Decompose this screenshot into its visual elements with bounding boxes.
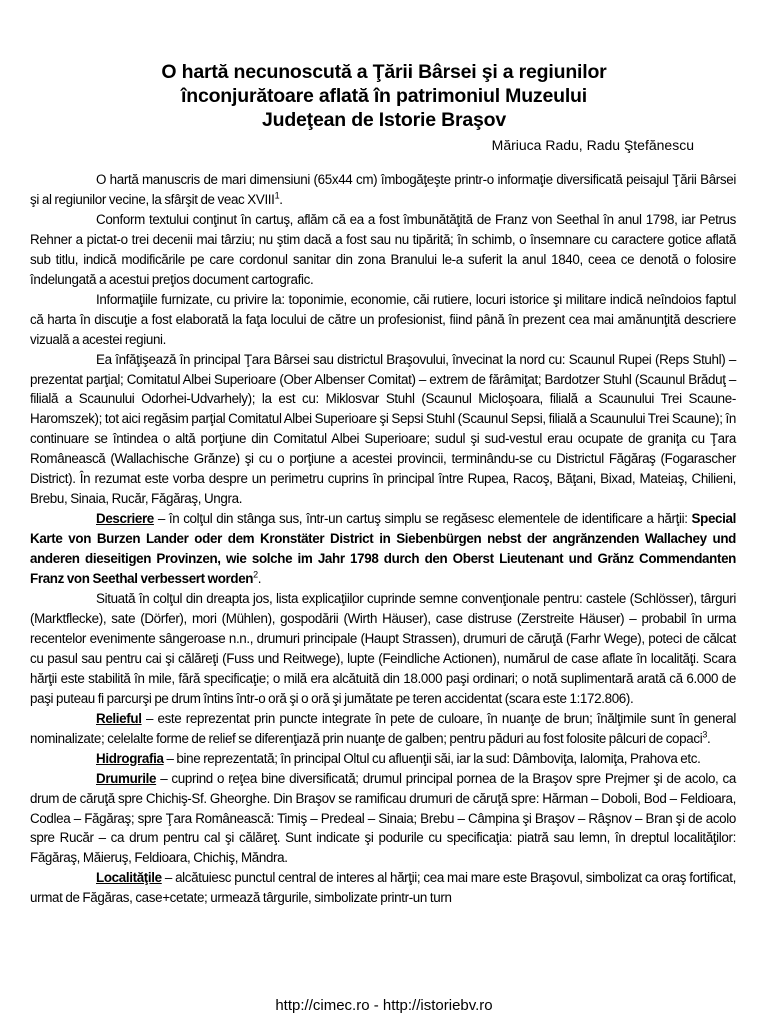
- article-title: [90, 60, 678, 132]
- paragraph-end: .: [706, 730, 711, 746]
- paragraph-cartouche: Conform textului conţinut în cartuş, aflăm că ea a fost îmbunătăţită de Franz von Seethal în anul 1798, iar Petrus Rehner a pictat-o trei decenii mai târziu; nu ştim dacă a fost sau nu tipărită; în schimb, o însemnare cu caractere gotice aflată sub titlu, indică modificările pe care cordonul sanitar din zona Branului le-a suferit la anul 1840, ceea ce denotă o folosire îndelungată a acestui preţios document cartografic.: [30, 211, 736, 287]
- paragraph-intro: [30, 170, 736, 210]
- paragraph-text: – bine reprezentată; în principal Oltul cu afluenţii săi, iar la sud: Dâmboviţa, Ialomiţa, Prahova etc.: [163, 750, 701, 766]
- section-label-localitatile: Localităţile: [96, 870, 162, 886]
- section-label-hidrografia: Hidrografia: [96, 750, 164, 766]
- section-label-relieful: Relieful: [96, 710, 142, 726]
- paragraph-legend: Situată în colţul din dreapta jos, lista explicaţiilor cuprinde semne convenţionale pentru: castele (Schlösser), târguri (Marktflecke), sate (Dörfer), mori (Mühlen), gospodării (Wirth Häuser), case distruse (Zerstreite Häuser) – probabil în urma recentelor evenimente sângeroase n.n., drumuri principale (Haupt Strassen), drumuri de căruţă (Farhr Wege), poteci de călcat cu pasul sau pentru cai şi călăreţi (Fuss und Reitwege), lupte (Feindliche Actionen), numărul de case aflate în localităţi. Scara hărţii este stabilită în mile, fără specificaţie; o milă era alcătuită din 18.000 paşi ordinari; o notă suplimentară arată că 6.000 de paşi puteau fi parcurşi pe drum întins într-o oră şi o oră şi jumătate pe teren accidentat (scara este 1:172.806).: [30, 591, 736, 706]
- title-line-1: O hartă necunoscută a Ţării Bârsei şi a regiunilor: [161, 61, 607, 83]
- title-line-3: Judeţean de Istorie Braşov: [261, 109, 507, 131]
- section-label-drumurile: Drumurile: [96, 770, 157, 786]
- paragraph-hydrography: [30, 749, 736, 769]
- footnote-ref-1: 1: [274, 190, 280, 201]
- paragraph-territory: Ea înfăţişează în principal Ţara Bârsei sau districtul Braşovului, învecinat la nord cu: Scaunul Rupei (Reps Stuhl) – prezentat parţial; Comitatul Albei Superioare (Ober Albenser Comitat) – extrem de fărâmiţat; Bardotzer Stuhl (Scaunul Brăduţ – filială a Scaunului Odorhei-Udvarhely); la est cu: Miklosvar Stuhl (Scaunul Micloşoara, filială a Scaunului Trei Scaune-Haromszek); tot aici regăsim parţial Comitatul Albei Superioare şi Sepsi Stuhl (Scaunul Sepsi, filială a Scaunului Trei Scaune); în continuare se întindea o altă porţiune din Comitatul Albei Superioare; sudul şi sud-vestul erau ocupate de graniţa cu Ţara Românească (Wallachische Grănze) şi cu o porţiune a acestei provincii, terminându-se cu Districtul Făgăraş (Fogarascher District). În rezumat este vorba despre un perimetru cuprins în principal între Rupea, Racoş, Băţani, Bixad, Mateiaş, Chilieni, Brebu, Sinaia, Rucăr, Făgăraş, Ungra.: [30, 351, 736, 507]
- paragraph-text: – alcătuiesc punctul central de interes al hărţii; cea mai mare este Braşovul, simbolizat ca oraş fortificat, urmat de Făgăras, case+cetate; urmează târgurile, simbolizate printr-un turn: [30, 870, 736, 906]
- footnote-ref-3: 3: [702, 729, 707, 740]
- paragraph-localities: [30, 868, 736, 908]
- paragraph-description: [30, 509, 736, 589]
- paragraph-end: .: [279, 191, 283, 207]
- paragraph-relief: [30, 709, 736, 749]
- article-body: [30, 170, 736, 908]
- paragraph-text: – este reprezentat prin puncte integrate în pete de culoare, în nuanţe de brun; înălţimile sunt în general nominalizate; celelalte forme de relief se diferenţiază prin nuanţe de galben; pentru păduri au fost folosite pâlcuri de copaci: [30, 710, 736, 746]
- paragraph-text: – cuprind o reţea bine diversificată; drumul principal pornea de la Braşov spre Prejmer şi de acolo, ca drum de căruţă spre Chichiş-Sf. Gheorghe. Din Braşov se ramificau drumuri de căruţă spre: Hărman – Doboli, Bod – Feldioara, Codlea – Făgăraş; spre Ţara Românească: Timiş – Predeal – Sinaia; Brebu – Câmpina şi Braşov – Râşnov – Bran şi de acolo spre Rucăr – ca drum pentru cal şi călăreţ. Sunt indicate şi podurile cu specificaţia: piatră sau lemn, în dreptul localităţilor: Făgăraş, Măieruş, Feldioara, Chichiş, Măndra.: [30, 770, 736, 866]
- footer-urls: http://cimec.ro - http://istoriebv.ro: [275, 997, 493, 1014]
- map-title-german: Special Karte von Burzen Lander oder dem Kronstäter District in Siebenbürgen nebst der angrănzenden Wallachey und anderen dieseitigen Provinzen, wie solche im Jahr 1798 durch den Oberst Lieutenant und Grănz Commendanten Franz von Seethal verbessert worden: [30, 511, 736, 587]
- title-line-2: înconjurătoare aflată în patrimoniul Muzeului: [181, 85, 587, 107]
- paragraph-text: – în colţul din stânga sus, într-un cartuş simplu se regăsesc elementele de identificare a hărţii:: [153, 511, 692, 527]
- paragraph-text: O hartă manuscris de mari dimensiuni (65x44 cm) îmbogăţeşte printr-o informaţie diversificată peisajul Ţării Bârsei şi al regiunilor vecine, la sfârşit de veac XVIII: [30, 172, 736, 207]
- section-label-descriere: Descriere: [96, 511, 154, 527]
- footnote-ref-2: 2: [253, 569, 258, 580]
- paragraph-roads: [30, 769, 736, 869]
- paragraph-end: .: [257, 571, 262, 587]
- paragraph-information: Informaţiile furnizate, cu privire la: toponimie, economie, căi rutiere, locuri istorice şi militare indică neîndoios faptul că harta în discuţie a fost elaborată la faţa locului de către un profesionist, fiind până în prezent cea mai amănunţită descriere vizuală a acestei regiuni.: [30, 291, 736, 347]
- article-authors: Măriuca Radu, Radu Ştefănescu: [491, 137, 694, 153]
